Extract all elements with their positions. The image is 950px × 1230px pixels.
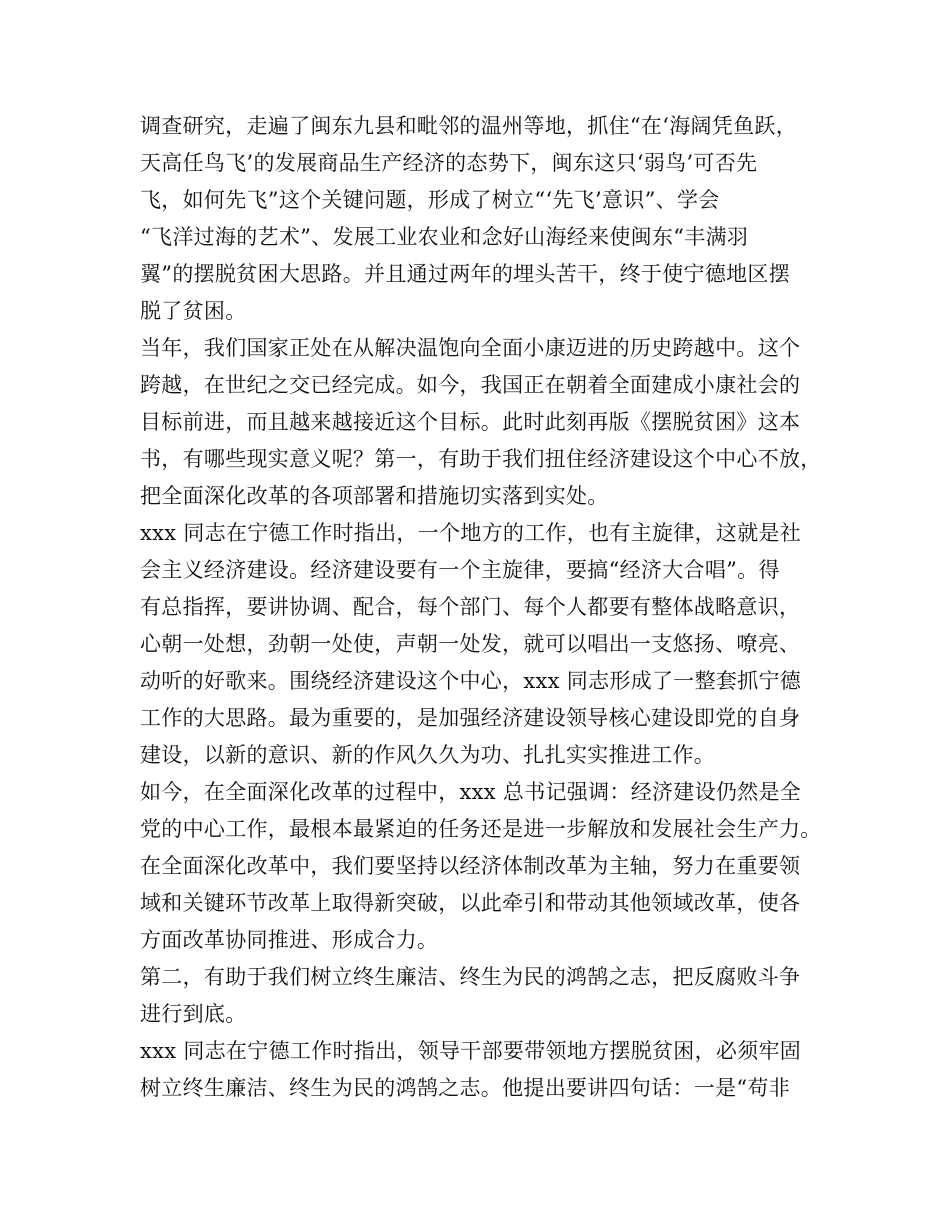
- text-line: 动听的好歌来。围绕经济建设这个中心，xxx 同志形成了一整套抓宁德: [140, 669, 802, 693]
- text-line: 心朝一处想，劲朝一处使，声朝一处发，就可以唱出一支悠扬、嘹亮、: [140, 632, 801, 656]
- text-line: 有总指挥，要讲协调、配合，每个部门、每个人都要有整体战略意识，: [140, 595, 801, 619]
- text-line: 目标前进，而且越来越接近这个目标。此时此刻再版《摆脱贫困》这本: [140, 410, 801, 434]
- text-line: xxx 同志在宁德工作时指出，一个地方的工作，也有主旋律，这就是社: [140, 521, 802, 545]
- text-line: “飞洋过海的艺术”、发展工业农业和念好山海经来使闽东“丰满羽: [140, 225, 749, 249]
- text-line: 建设，以新的意识、新的作风久久为功、扎扎实实推进工作。: [140, 743, 716, 767]
- text-line: xxx 同志在宁德工作时指出，领导干部要带领地方摆脱贫困，必须牢固: [140, 1039, 802, 1063]
- text-line: 书，有哪些现实意义呢？第一，有助于我们扭住经济建设这个中心不放，: [140, 447, 822, 471]
- text-line: 域和关键环节改革上取得新突破，以此牵引和带动其他领域改革，使各: [140, 891, 801, 915]
- text-line: 工作的大思路。最为重要的，是加强经济建设领导核心建设即党的自身: [140, 706, 801, 730]
- text-line: 脱了贫困。: [140, 299, 247, 323]
- text-line: 第二，有助于我们树立终生廉洁、终生为民的鸿鹄之志，把反腐败斗争: [140, 965, 801, 989]
- text-line: 跨越，在世纪之交已经完成。如今，我国正在朝着全面建成小康社会的: [140, 373, 801, 397]
- text-line: 调查研究，走遍了闽东九县和毗邻的温州等地，抓住“在‘海阔凭鱼跃，: [140, 114, 798, 138]
- text-line: 把全面深化改革的各项部署和措施切实落到实处。: [140, 484, 609, 508]
- text-line: 如今，在全面深化改革的过程中，xxx 总书记强调：经济建设仍然是全: [140, 780, 802, 804]
- text-line: 方面改革协同推进、形成合力。: [140, 928, 439, 952]
- text-line: 在全面深化改革中，我们要坚持以经济体制改革为主轴，努力在重要领: [140, 854, 801, 878]
- text-line: 翼”的摆脱贫困大思路。并且通过两年的埋头苦干，终于使宁德地区摆: [140, 262, 791, 286]
- text-line: 天高任鸟飞’的发展商品生产经济的态势下，闽东这只‘弱鸟’可否先: [140, 151, 758, 175]
- document-body: [140, 108, 840, 1107]
- text-line: 会主义经济建设。经济建设要有一个主旋律，要搞“经济大合唱”。得: [140, 558, 780, 582]
- text-line: 飞，如何先飞”这个关键问题，形成了树立“‘先飞’意识”、学会: [140, 188, 720, 212]
- text-line: 当年，我们国家正处在从解决温饱向全面小康迈进的历史跨越中。这个: [140, 336, 801, 360]
- text-line: 进行到底。: [140, 1002, 247, 1026]
- text-line: 树立终生廉洁、终生为民的鸿鹄之志。他提出要讲四句话：一是“苟非: [140, 1076, 791, 1100]
- text-line: 党的中心工作，最根本最紧迫的任务还是进一步解放和发展社会生产力。: [140, 817, 822, 841]
